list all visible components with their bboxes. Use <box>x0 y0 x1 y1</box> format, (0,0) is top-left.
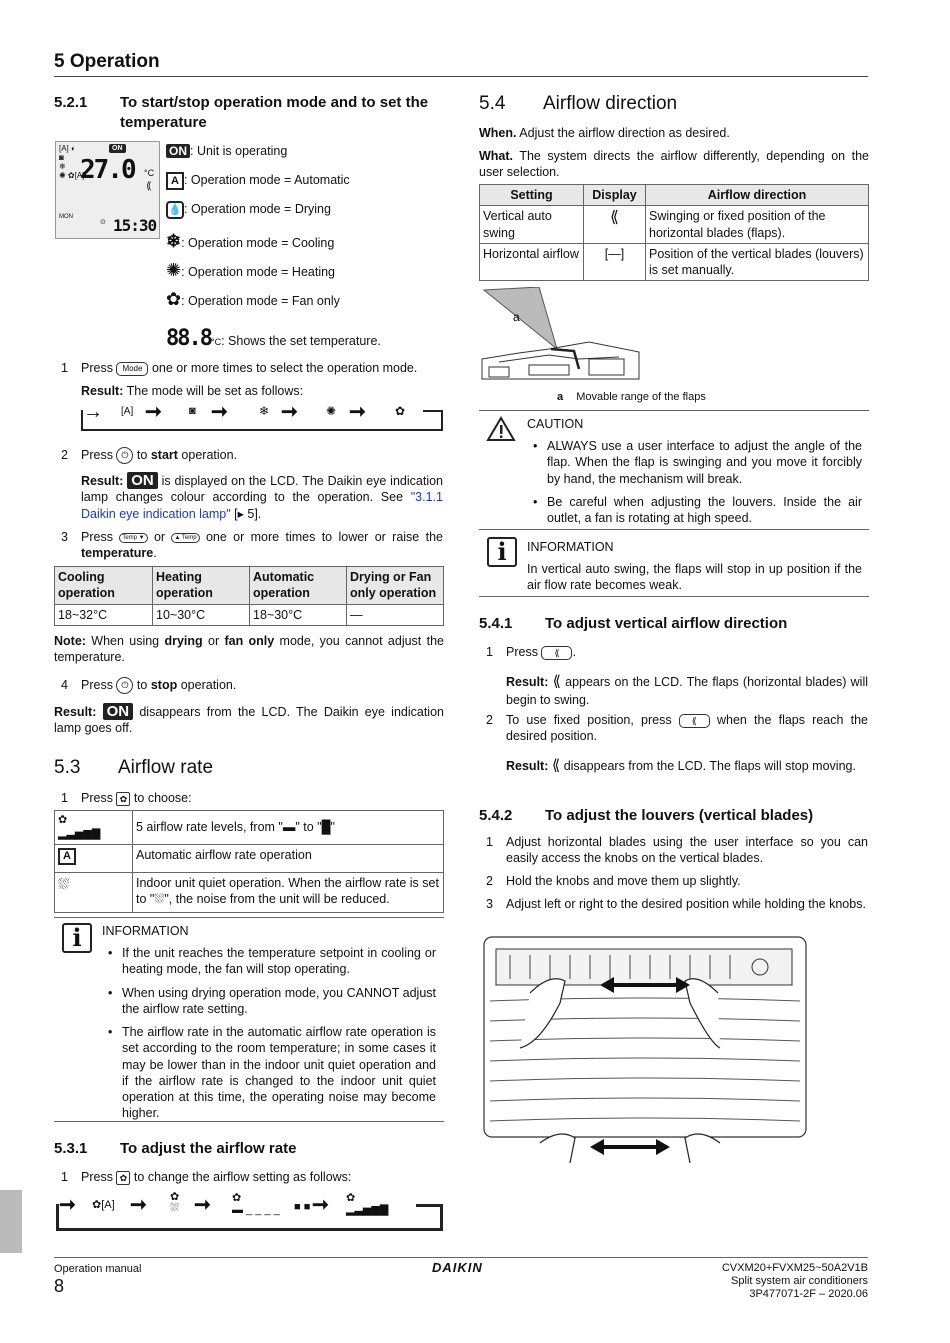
legend-drying: 💧 : Operation mode = Drying <box>166 201 446 230</box>
power-icon: ⏻ <box>116 447 133 464</box>
airflow-direction-table <box>479 184 869 281</box>
caution-list <box>533 438 862 526</box>
table-row: A Automatic airflow rate operation <box>55 844 444 872</box>
swing-icon: ⟪ <box>552 673 561 690</box>
step-2-start: 2 Press ⏻ to start operation. <box>61 447 443 464</box>
figure-label-a: a <box>513 310 520 324</box>
caution-top-rule <box>479 410 869 411</box>
lcd-day: MON <box>59 214 73 220</box>
step-5-4-2-3: 3 Adjust left or right to the desired position while holding the knobs. <box>486 897 866 911</box>
legend-fan: ✿: Operation mode = Fan only <box>166 289 340 309</box>
step-1-mode: 1 Press Mode one or more times to select the operation mode. <box>61 361 418 375</box>
info-icon: i <box>62 923 92 953</box>
mode-key-icon: Mode <box>116 362 148 376</box>
step-5-3-1-1: 1 Press ✿ to change the airflow setting as follows: <box>61 1170 352 1184</box>
swing-icon: ⟪ <box>584 206 646 244</box>
auto-airflow-icon: A <box>55 844 133 872</box>
horizontal-airflow-icon: [—] <box>584 243 646 281</box>
link-daikin-eye[interactable]: "3.1.1 Daikin eye indication lamp" <box>81 490 443 521</box>
fan-quiet-icon: ✿ ⛆ <box>170 1191 180 1214</box>
info-top-rule <box>54 917 444 918</box>
list-item: • ALWAYS use a user interface to adjust the angle of the flap. When the flap is swinging and you move it forcibly by hand, the mechanism will break. <box>533 438 862 487</box>
arrow-icon: ➞ <box>281 401 298 423</box>
arrow-icon: ➞ <box>211 401 228 423</box>
snowflake-icon: ❄ <box>166 231 182 251</box>
flap-range-wedge <box>484 287 557 349</box>
lcd-mode-icons: [A] ◐ ◙ ❄ ✺ ✿[A] <box>59 144 85 180</box>
fan-auto-icon: ✿[A] <box>92 1199 115 1211</box>
heading-5-3: 5.3 Airflow rate <box>54 757 214 778</box>
left-hand-lower <box>540 1134 575 1163</box>
temp-down-key-icon: Temp ▼ <box>119 533 147 543</box>
swing-key-icon: ⟪ <box>541 646 572 660</box>
arrow-icon: ➞ <box>194 1194 211 1216</box>
fan-key-icon: ✿ <box>116 792 130 806</box>
when-paragraph: When. Adjust the airflow direction as desired. <box>479 126 730 140</box>
arrow-icon: ➞ <box>59 1194 76 1216</box>
legend-heating: ✺: Operation mode = Heating <box>166 260 336 280</box>
step-4-stop: 4 Press ⏻ to stop operation. <box>61 677 443 694</box>
temp-up-key-icon: ▲ Temp <box>171 533 199 543</box>
table-row: ⛆ Indoor unit quiet operation. When the airflow rate is set to "⛆", the noise from the unit will be reduced. <box>55 872 444 912</box>
step-3-temp: 3 Press Temp ▼ or ▲ Temp one or more times to lower or raise the temperature. <box>61 530 443 561</box>
page-number: 8 <box>54 1276 65 1296</box>
warning-icon <box>486 416 516 442</box>
step-4-result: Result: ON disappears from the LCD. The Daikin eye indication lamp goes off. <box>54 703 444 736</box>
legend-temp: 88.8°C: Shows the set temperature. <box>166 326 381 351</box>
page-edge-tab <box>0 1190 22 1253</box>
step-5-4-1-2: 2 To use fixed position, press ⟪ when the flaps reach the desired position. <box>486 713 868 744</box>
footer-model: CVXM20+FVXM25~50A2V1B <box>721 1262 868 1274</box>
footer-doc-type: Operation manual <box>54 1263 142 1275</box>
on-icon: ON <box>166 144 190 158</box>
info-bottom-rule <box>479 596 869 597</box>
info-bottom-rule <box>54 1121 444 1122</box>
on-icon: ON <box>103 703 134 720</box>
info-text: In vertical auto swing, the flaps will stop in up position if the air flow rate becomes weak. <box>527 562 862 593</box>
auto-mode-icon: A <box>166 172 184 190</box>
mode-sequence <box>81 401 443 433</box>
heading-5-4-2: 5.4.2 To adjust the louvers (vertical blades) <box>479 807 814 824</box>
power-icon: ⏻ <box>116 677 133 694</box>
sun-icon: ✺ <box>166 260 182 280</box>
list-item: • If the unit reaches the temperature setpoint in cooling or heating mode, the fan will stop operating. <box>108 945 436 978</box>
lcd-temperature: 27.0 <box>80 155 135 185</box>
lcd-time: 15:30 <box>113 216 157 235</box>
header-divider <box>54 76 868 77</box>
table-header-row: Setting Display Airflow direction <box>480 185 869 206</box>
heading-number: 5.2.1 <box>54 94 88 111</box>
lcd-on-indicator: ON <box>109 144 126 153</box>
arrow-icon: ➞ <box>145 401 162 423</box>
fan-level-1-icon: ✿ ▬ _ _ _ _ <box>232 1192 280 1216</box>
table-row: ✿ ▂▃▅▆▇ 5 airflow rate levels, from "▬" to "█" <box>55 811 444 845</box>
info-title: INFORMATION <box>102 924 189 938</box>
list-item: • When using drying operation mode, you CANNOT adjust the airflow rate setting. <box>108 985 436 1018</box>
section-header: 5 Operation <box>54 51 160 72</box>
unit-outline <box>482 342 639 379</box>
figure-caption: a Movable range of the flaps <box>557 391 706 403</box>
heading-title: To start/stop operation mode and to set the temperature <box>120 94 429 131</box>
step-5-4-2-1: 1 Adjust horizontal blades using the user interface so you can easily access the knobs on the vertical blades. <box>486 835 868 866</box>
list-item: • The airflow rate in the automatic airflow rate operation is set according to the room temperature; in some cases it may be lower than in the indoor unit quiet operation and if the airflow rate is changed to the indoor unit quiet operation at this time, the operating noise may become higher. <box>108 1024 436 1122</box>
arrow-icon: → <box>83 401 103 423</box>
clock-icon: ⊙ <box>100 219 106 226</box>
step-5-4-1-2-result: Result: ⟪ disappears from the LCD. The flaps will stop moving. <box>506 757 856 774</box>
step-5-4-1-1-result: Result: ⟪ appears on the LCD. The flaps (horizontal blades) will begin to swing. <box>506 673 868 707</box>
footer-description: Split system air conditioners <box>731 1275 868 1287</box>
footer-doc-info <box>722 1262 868 1301</box>
fan-level-5-icon: ✿ ▂▃▅▆▇ <box>346 1192 389 1216</box>
fan-icon: ✿ <box>395 404 406 418</box>
airflow-sequence <box>56 1192 443 1232</box>
drop-icon: 💧 <box>166 201 184 219</box>
heading-5-4: 5.4 Airflow direction <box>479 93 678 114</box>
swing-icon: ⟪ <box>551 757 561 774</box>
footer-divider <box>54 1257 868 1258</box>
flap-range-figure <box>479 287 641 383</box>
arrow-icon: ➞ <box>312 1194 329 1216</box>
lcd-temp-unit: °C <box>144 168 155 178</box>
right-hand-lower <box>685 1134 720 1163</box>
arrow-icon: ➞ <box>349 401 366 423</box>
footer-doc-number: 3P477071-2F – 2020.06 <box>749 1288 868 1300</box>
temp-digits-icon: 88.8 <box>166 326 211 351</box>
legend-auto: A : Operation mode = Automatic <box>166 172 446 201</box>
fan-icon: ✿ <box>166 289 182 309</box>
fan-levels-icon: ✿ ▂▃▅▆▇ <box>55 811 133 845</box>
arrow-icon: ➞ <box>130 1194 147 1216</box>
list-item: • Be careful when adjusting the louvers. Inside the air outlet, a fan is rotating at high speed. <box>533 494 862 527</box>
heading-5-4-1: 5.4.1 To adjust vertical airflow direction <box>479 615 788 632</box>
step-2-result: Result: ON is displayed on the LCD. The Daikin eye indication lamp changes colour according to the operation. See "3.1.1 Daikin eye indication lamp" [▸ 5]. <box>81 472 443 521</box>
what-paragraph: What. The system directs the airflow differently, depending on the user selection. <box>479 149 869 180</box>
airflow-rate-table <box>54 810 444 913</box>
louver-adjust-figure <box>480 933 810 1181</box>
table-row: Horizontal airflow [—] Position of the vertical blades (louvers) is set manually. <box>480 243 869 281</box>
swing-icon: ⟪ <box>146 181 152 192</box>
lcd-legend <box>166 143 446 350</box>
swing-key-icon: ⟪ <box>679 714 710 728</box>
on-icon: ON <box>127 472 158 489</box>
flap-blade <box>551 349 579 369</box>
info-icon: i <box>487 537 517 567</box>
sun-icon: ✺ <box>326 404 337 418</box>
info-list <box>108 945 436 1122</box>
info-title: INFORMATION <box>527 540 614 554</box>
auto-mode-icon: [A] <box>121 406 134 417</box>
table-row: 18~32°C 10~30°C 18~30°C — <box>55 604 444 625</box>
dots-icon: ■ ■ <box>294 1201 311 1213</box>
heading-5-2-1 <box>54 93 444 132</box>
legend-cooling: ❄: Operation mode = Cooling <box>166 231 335 251</box>
temperature-range-table <box>54 566 444 626</box>
caution-title: CAUTION <box>527 417 584 431</box>
drop-icon: ◙ <box>189 405 196 417</box>
note-paragraph: Note: When using drying or fan only mode, you cannot adjust the temperature. <box>54 634 444 665</box>
air-outlet <box>496 949 792 985</box>
fan-key-icon: ✿ <box>116 1171 130 1185</box>
step-5-3-1: 1 Press ✿ to choose: <box>61 791 192 805</box>
heading-5-3-1: 5.3.1 To adjust the airflow rate <box>54 1140 297 1157</box>
table-header-row: Cooling operation Heating operation Automatic operation Drying or Fan only operation <box>55 567 444 605</box>
daikin-logo: DAIKIN <box>432 1260 483 1275</box>
legend-on: ON : Unit is operating <box>166 143 446 172</box>
quiet-icon: ⛆ <box>55 872 133 912</box>
lcd-display <box>55 141 160 239</box>
caution-bottom-rule <box>479 529 869 530</box>
step-5-4-1-1: 1 Press ⟪ . <box>486 645 576 659</box>
step-5-4-2-2: 2 Hold the knobs and move them up slightly. <box>486 874 741 888</box>
table-row: Vertical auto swing ⟪ Swinging or fixed position of the horizontal blades (flaps). <box>480 206 869 244</box>
step-1-result: Result: The mode will be set as follows: <box>81 384 304 398</box>
snowflake-icon: ❄ <box>259 404 270 418</box>
